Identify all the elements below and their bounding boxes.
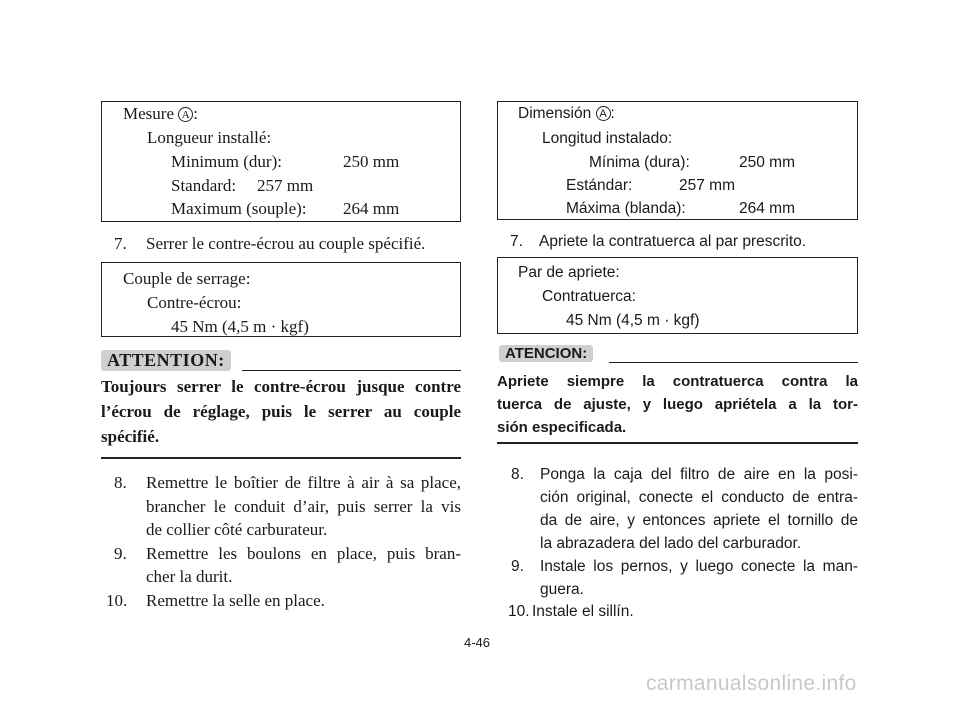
fr-step-text: de collier côté carburateur. [146,520,328,539]
es-step-text: Instale el sillín. [532,603,634,620]
es-dimension-row-label: Estándar: [566,177,633,194]
fr-step-text: Remettre la selle en place. [146,591,325,610]
es-dimension-row-label: Máxima (blanda): [566,200,686,217]
es-atencion-text: tuerca de ajuste, y luego apriétela a la tor- [497,396,858,413]
circled-a-icon: A [178,107,193,122]
fr-attention-end-rule [101,457,461,459]
fr-torque-item: Contre-écrou: [147,293,242,312]
fr-measure-row-value: 250 mm [343,152,400,171]
es-dimension-row-value: 264 mm [739,200,795,217]
fr-measure-row-label: Minimum (dur): [171,152,282,171]
es-atencion-text: Apriete siempre la contratuerca contra la [497,373,858,390]
es-torque-value: 45 Nm (4,5 m · kgf) [566,312,700,329]
watermark: carmanualsonline.info [646,672,857,695]
es-atencion-text: sión especificada. [497,419,627,436]
es-step-text: guera. [540,581,584,598]
fr-step-text: Serrer le contre-écrou au couple spécifié. [146,234,426,253]
es-atencion-label: ATENCION: [499,345,593,362]
fr-attention-label: ATTENTION: [101,350,231,371]
es-step-text: Ponga la caja del filtro de aire en la posi- [540,466,858,483]
fr-measure-row-label: Standard: [171,176,237,195]
es-step-number: 10. [508,603,530,620]
fr-measure-row-label: Maximum (souple): [171,199,307,218]
fr-measure-subtitle: Longueur installé: [147,128,272,147]
es-step-number: 8. [511,466,524,483]
fr-step-text: brancher le conduit d’air, puis serrer la vis [146,497,461,516]
es-dimension-row-value: 257 mm [679,177,735,194]
fr-measure-title: Mesure A : [123,104,198,123]
fr-measure-row-value: 264 mm [343,199,400,218]
fr-step-number: 9. [114,544,127,563]
fr-torque-title: Couple de serrage: [123,269,251,288]
fr-step-number: 8. [114,473,127,492]
fr-measure-row-value: 257 mm [257,176,314,195]
es-torque-item: Contratuerca: [542,288,636,305]
fr-step-text: Remettre les boulons en place, puis bran- [146,544,461,563]
circled-a-icon: A [596,106,611,121]
es-step-text: la abrazadera del lado del carburador. [540,535,802,552]
fr-torque-value: 45 Nm (4,5 m · kgf) [171,317,309,336]
es-atencion-rule [609,362,858,363]
es-step-text: Apriete la contratuerca al par prescrito. [539,233,807,250]
fr-attention-text: spécifié. [101,427,160,446]
es-atencion-end-rule [497,442,858,444]
es-step-text: Instale los pernos, y luego conecte la man- [540,558,858,575]
es-dimension-subtitle: Longitud instalado: [542,130,673,147]
es-dimension-row-label: Mínima (dura): [589,154,690,171]
es-step-number: 7. [510,233,523,250]
fr-step-number: 7. [114,234,127,253]
fr-attention-text: l’écrou de réglage, puis le serrer au couple [101,402,461,421]
fr-step-text: cher la durit. [146,567,233,586]
es-dimension-row-value: 250 mm [739,154,795,171]
es-step-text: da de aire, y entonces apriete el tornillo de [540,512,858,529]
fr-step-text: Remettre le boîtier de filtre à air à sa place, [146,473,461,492]
es-step-number: 9. [511,558,524,575]
fr-step-number: 10. [106,591,128,610]
es-dimension-title: Dimensión A : [518,105,615,122]
fr-attention-rule [242,370,461,371]
es-step-text: ción original, conecte el conducto de entra- [540,489,858,506]
es-torque-title: Par de apriete: [518,264,620,281]
page-number: 4-46 [464,635,491,650]
fr-attention-text: Toujours serrer le contre-écrou jusque contre [101,377,461,396]
